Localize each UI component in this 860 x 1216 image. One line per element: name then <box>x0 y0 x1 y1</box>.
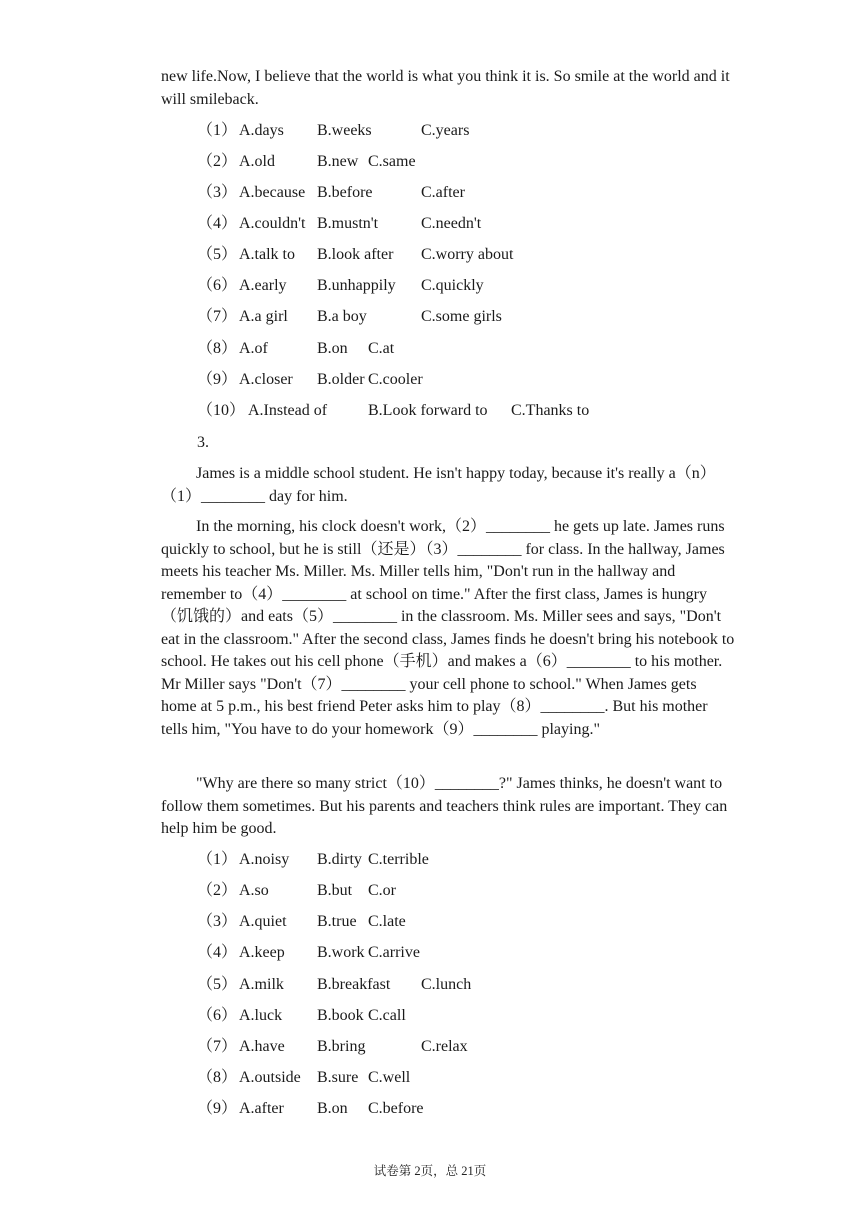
option-c: C.Thanks to <box>511 402 590 419</box>
option-b: B.dirty <box>317 851 362 868</box>
option-b: B.bring <box>317 1038 366 1055</box>
item-number: （7） <box>197 1038 238 1055</box>
option-a: A.so <box>239 882 269 899</box>
option-b: B.new <box>317 153 359 170</box>
option-c: C.after <box>421 184 465 201</box>
option-b: B.breakfast <box>317 976 391 993</box>
passage-paragraph: James is a middle school student. He isn't happy today, because it's really a（n）（1）________ day for him. <box>161 465 716 505</box>
passage-paragraph: "Why are there so many strict（10）________?" James thinks, he doesn't want to follow them sometimes. But his parents and teachers think rules are important. They can help him be good. <box>161 775 728 837</box>
option-c: C.terrible <box>368 851 429 868</box>
item-number: （5） <box>197 246 238 263</box>
passage-paragraph: In the morning, his clock doesn't work,（2）________ he gets up late. James runs quickly to school, but he is still（还是）（3）________ for class. In the hallway, James meets his teacher Ms. Miller. Ms. Miller tells him, "Don't run in the hallway and remember to（4）________ at school on time." After the first class, James is hungry（饥饿的）and eats（5）________ in the classroom. Ms. Miller sees and says, "Don't eat in the classroom." After the second class, James finds he doesn't bring his notebook to school. He takes out his cell phone（手机）and makes a（6）________ to his mother. Mr Miller says "Don't（7）________ your cell phone to school." When James gets home at 5 p.m., his best friend Peter asks him to play（8）________. But his mother tells him, "You have to do your homework（9）________ playing." <box>161 518 735 738</box>
option-a: A.have <box>239 1038 285 1055</box>
option-c: C.or <box>368 882 396 899</box>
option-c: C.same <box>368 153 416 170</box>
option-a: A.old <box>239 153 275 170</box>
option-b: B.book <box>317 1007 364 1024</box>
option-a: A.because <box>239 184 306 201</box>
option-b: B.before <box>317 184 373 201</box>
option-a: A.luck <box>239 1007 283 1024</box>
item-number: （6） <box>197 1007 238 1024</box>
option-a: A.quiet <box>239 913 287 930</box>
option-c: C.well <box>368 1069 411 1086</box>
item-number: （3） <box>197 184 238 201</box>
item-number: （3） <box>197 913 238 930</box>
option-b: B.on <box>317 340 348 357</box>
option-b: B.Look forward to <box>368 402 488 419</box>
option-b: B.work <box>317 944 365 961</box>
option-a: A.milk <box>239 976 284 993</box>
option-b: B.on <box>317 1100 348 1117</box>
option-b: B.sure <box>317 1069 359 1086</box>
page-footer: 试卷第 2页，总 21页 <box>373 1164 487 1178</box>
option-c: C.call <box>368 1007 406 1024</box>
option-a: A.closer <box>239 371 293 388</box>
option-a: A.of <box>239 340 268 357</box>
item-number: （1） <box>197 851 238 868</box>
item-number: （8） <box>197 340 238 357</box>
option-a: A.couldn't <box>239 215 306 232</box>
option-b: B.older <box>317 371 365 388</box>
item-number: （6） <box>197 277 238 294</box>
option-b: B.mustn't <box>317 215 379 232</box>
option-c: C.quickly <box>421 277 484 294</box>
item-number: （10） <box>197 402 246 419</box>
option-a: A.outside <box>239 1069 301 1086</box>
option-a: A.keep <box>239 944 285 961</box>
option-a: A.early <box>239 277 287 294</box>
option-c: C.at <box>368 340 395 357</box>
item-number: （8） <box>197 1069 238 1086</box>
option-b: B.look after <box>317 246 394 263</box>
option-c: C.worry about <box>421 246 514 263</box>
option-c: C.before <box>368 1100 424 1117</box>
item-number: （9） <box>197 1100 238 1117</box>
option-b: B.but <box>317 882 353 899</box>
passage-2-ending: new life.Now, I believe that the world is what you think it is. So smile at the world and it will smileback. <box>161 68 730 108</box>
option-b: B.a boy <box>317 308 367 325</box>
option-a: A.after <box>239 1100 284 1117</box>
option-c: C.relax <box>421 1038 468 1055</box>
item-number: （9） <box>197 371 238 388</box>
option-c: C.needn't <box>421 215 482 232</box>
option-a: A.a girl <box>239 308 288 325</box>
option-a: A.days <box>239 122 284 139</box>
item-number: （2） <box>197 153 238 170</box>
option-b: B.true <box>317 913 357 930</box>
item-number: （7） <box>197 308 238 325</box>
item-number: （5） <box>197 976 238 993</box>
item-number: （4） <box>197 215 238 232</box>
item-number: （1） <box>197 122 238 139</box>
option-c: C.lunch <box>421 976 472 993</box>
option-c: C.years <box>421 122 470 139</box>
option-c: C.some girls <box>421 308 502 325</box>
option-c: C.cooler <box>368 371 423 388</box>
item-number: （4） <box>197 944 238 961</box>
option-b: B.weeks <box>317 122 372 139</box>
option-a: A.noisy <box>239 851 290 868</box>
question-number: 3. <box>197 434 209 451</box>
option-c: C.arrive <box>368 944 420 961</box>
option-c: C.late <box>368 913 406 930</box>
item-number: （2） <box>197 882 238 899</box>
option-b: B.unhappily <box>317 277 396 294</box>
option-a: A.Instead of <box>248 402 328 419</box>
option-a: A.talk to <box>239 246 295 263</box>
